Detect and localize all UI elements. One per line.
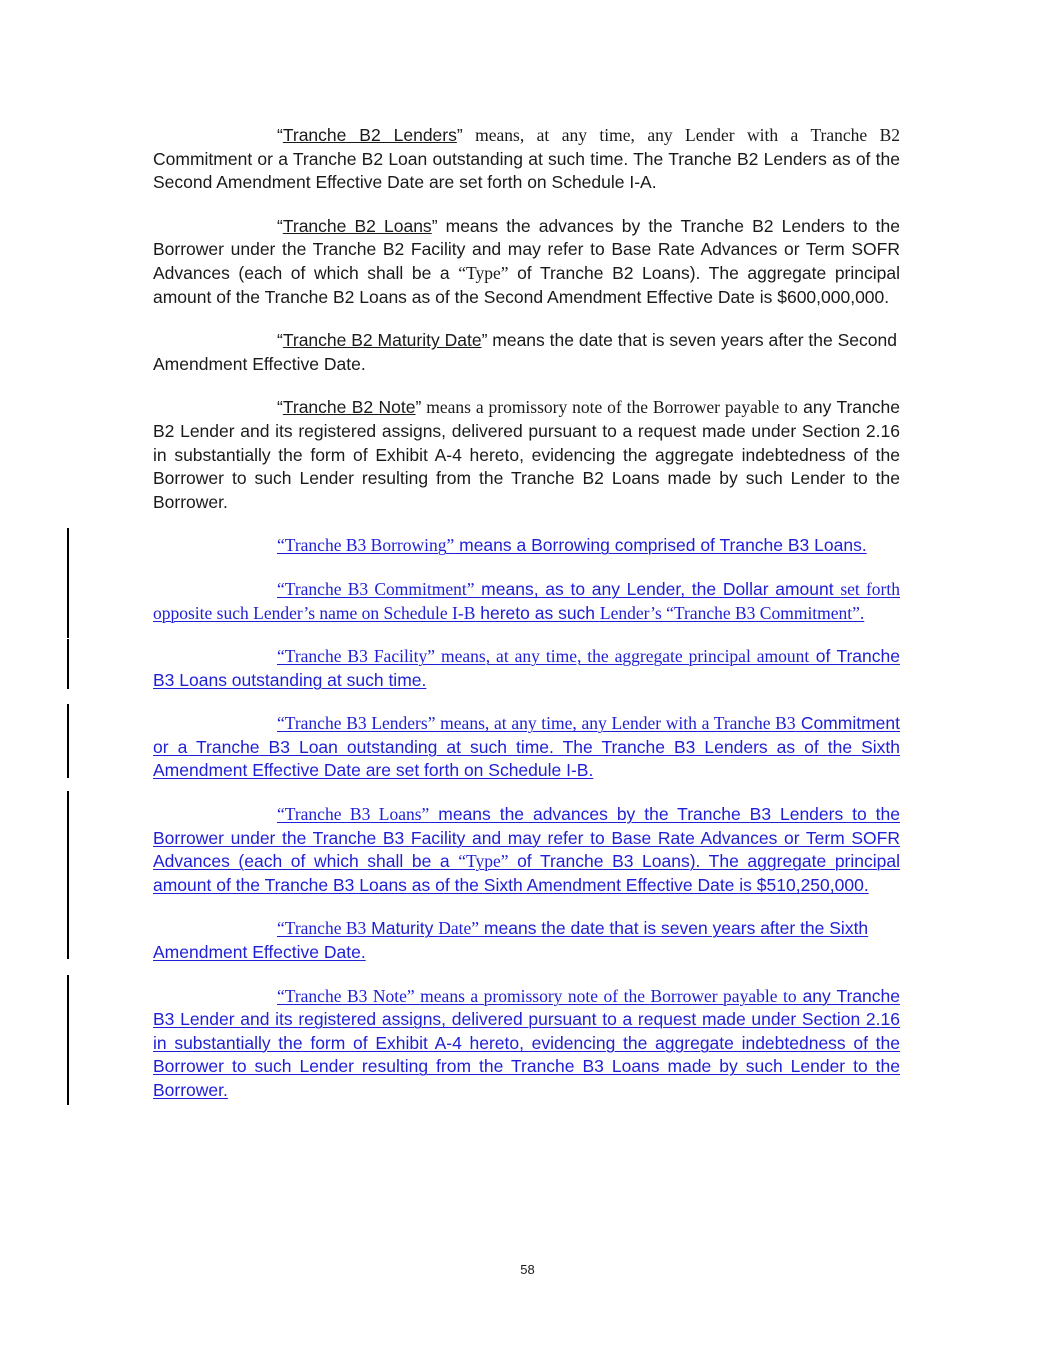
defined-term: Tranche B2 Lenders <box>282 125 457 145</box>
definition-tranche-b2-maturity-date <box>153 329 900 376</box>
definition-body: means a Borrowing comprised of Tranche B3 Loans. <box>454 535 867 556</box>
change-bar <box>67 566 69 638</box>
defined-term: “Tranche B3 Borrowing” <box>277 535 455 556</box>
definition-lead: means a promissory note of the Borrower payable to <box>421 397 798 418</box>
type-term: “Type” <box>458 851 509 872</box>
inserted-definition-tranche-b3-maturity-date <box>153 917 900 964</box>
definition-tranche-b2-loans <box>153 215 900 309</box>
definition-body: any Tranche B2 Lender and its registered assigns, delivered pursuant to a request made under Section 2.16 in substantially the form of Exhibit A-4 hereto, evidencing the aggregate indebtedness of the Borrower to such Lender resulting from the Tranche B2 Loans made by such Lender to the Borrower. <box>153 397 900 512</box>
inserted-definition-tranche-b3-facility <box>153 645 900 692</box>
inserted-definition-tranche-b3-lenders <box>153 712 900 783</box>
definition-body: Commitment or a Tranche B2 Loan outstanding at such time. The Tranche B2 Lenders as of the Second Amendment Effective Date are set forth on Schedule I-A. <box>153 148 900 193</box>
defined-term: “Tranche B3 <box>277 918 367 939</box>
close-quote: ” <box>415 397 422 418</box>
change-bar <box>67 704 69 778</box>
definition-body: means the date that is seven years after the Second Amendment Effective Date. <box>153 330 897 374</box>
inserted-definition-tranche-b3-borrowing <box>153 534 900 558</box>
change-bar <box>67 975 69 1105</box>
defined-term: Tranche B2 Note <box>282 397 416 418</box>
defined-term: “Tranche B3 Facility” means, at any time, the aggregate principal amount <box>277 646 810 667</box>
definition-body: Maturity <box>366 918 439 939</box>
defined-term: Tranche B2 Maturity Date <box>282 330 482 351</box>
definition-lead: means, at any time, any Lender with a Tranche B2 <box>462 125 901 145</box>
definition-body-continued: means the date that is seven years after the Sixth Amendment Effective Date. <box>153 918 869 963</box>
open-quote: “ <box>277 397 283 418</box>
definition-serif-segment: Lender’s “Tranche B3 Commitment”. <box>599 602 865 623</box>
inserted-definition-tranche-b3-loans <box>153 803 900 897</box>
close-quote: ” <box>431 215 438 236</box>
defined-term: Tranche B2 Loans <box>282 215 432 236</box>
open-quote: “ <box>277 215 283 236</box>
definition-body: any Tranche B3 Lender and its registered assigns, delivered pursuant to a request made under Section 2.16 in substantially the form of Exhibit A-4 hereto, evidencing the aggregate indebtedness of the Borrower to such Lender resulting from the Tranche B3 Loans made by such Lender to the Borrower. <box>153 985 900 1100</box>
inserted-definition-tranche-b3-note <box>153 985 900 1103</box>
definition-body: means the advances by the Tranche B2 Lenders to the Borrower under the Tranche B2 Facility and may refer to Base Rate Advances or Term SOFR Advances (each of which shall be a <box>153 215 901 283</box>
defined-term-end: Date” <box>438 918 480 939</box>
open-quote: “ <box>277 330 283 351</box>
definition-serif-segment: set forth opposite such Lender’s name on Schedule I-B <box>153 578 900 623</box>
definition-body: means, as to any Lender, the Dollar amount <box>474 578 841 599</box>
definition-body: of Tranche B3 Loans outstanding at such time. <box>153 646 900 690</box>
defined-term: “Tranche B3 Loans” <box>277 804 430 825</box>
document-page <box>153 124 900 1123</box>
close-quote: ” <box>481 330 488 351</box>
type-term: “Type” <box>458 262 509 283</box>
definition-body-continued: hereto as such <box>475 602 600 623</box>
definition-body: means the advances by the Tranche B3 Lenders to the Borrower under the Tranche B3 Facility and may refer to Base Rate Advances or Term SOFR Advances (each of which shall be a <box>153 804 901 872</box>
change-bar <box>67 909 69 959</box>
open-quote: “ <box>277 125 283 145</box>
defined-term: “Tranche B3 Lenders” means, at any time, any Lender with a Tranche B3 <box>277 713 796 734</box>
definition-tranche-b2-lenders <box>153 124 900 195</box>
defined-term: “Tranche B3 Note” means a promissory note of the Borrower payable to <box>277 985 797 1006</box>
inserted-definition-tranche-b3-commitment <box>153 578 900 625</box>
change-bar <box>67 791 69 911</box>
change-bar <box>67 639 69 689</box>
definition-body-continued: of Tranche B3 Loans). The aggregate principal amount of the Tranche B3 Loans as of the Sixth Amendment Effective Date is $510,250,000. <box>153 851 900 895</box>
definition-body: Commitment or a Tranche B3 Loan outstanding at such time. The Tranche B3 Lenders as of the Sixth Amendment Effective Date are set forth on Schedule I-B. <box>153 713 900 781</box>
page-number: 58 <box>520 1262 535 1277</box>
close-quote: ” <box>456 125 463 145</box>
definition-tranche-b2-note <box>153 396 900 514</box>
defined-term: “Tranche B3 Commitment” <box>277 578 475 599</box>
definition-body-continued: of Tranche B2 Loans). The aggregate principal amount of the Tranche B2 Loans as of the Second Amendment Effective Date is $600,000,000. <box>153 262 900 307</box>
